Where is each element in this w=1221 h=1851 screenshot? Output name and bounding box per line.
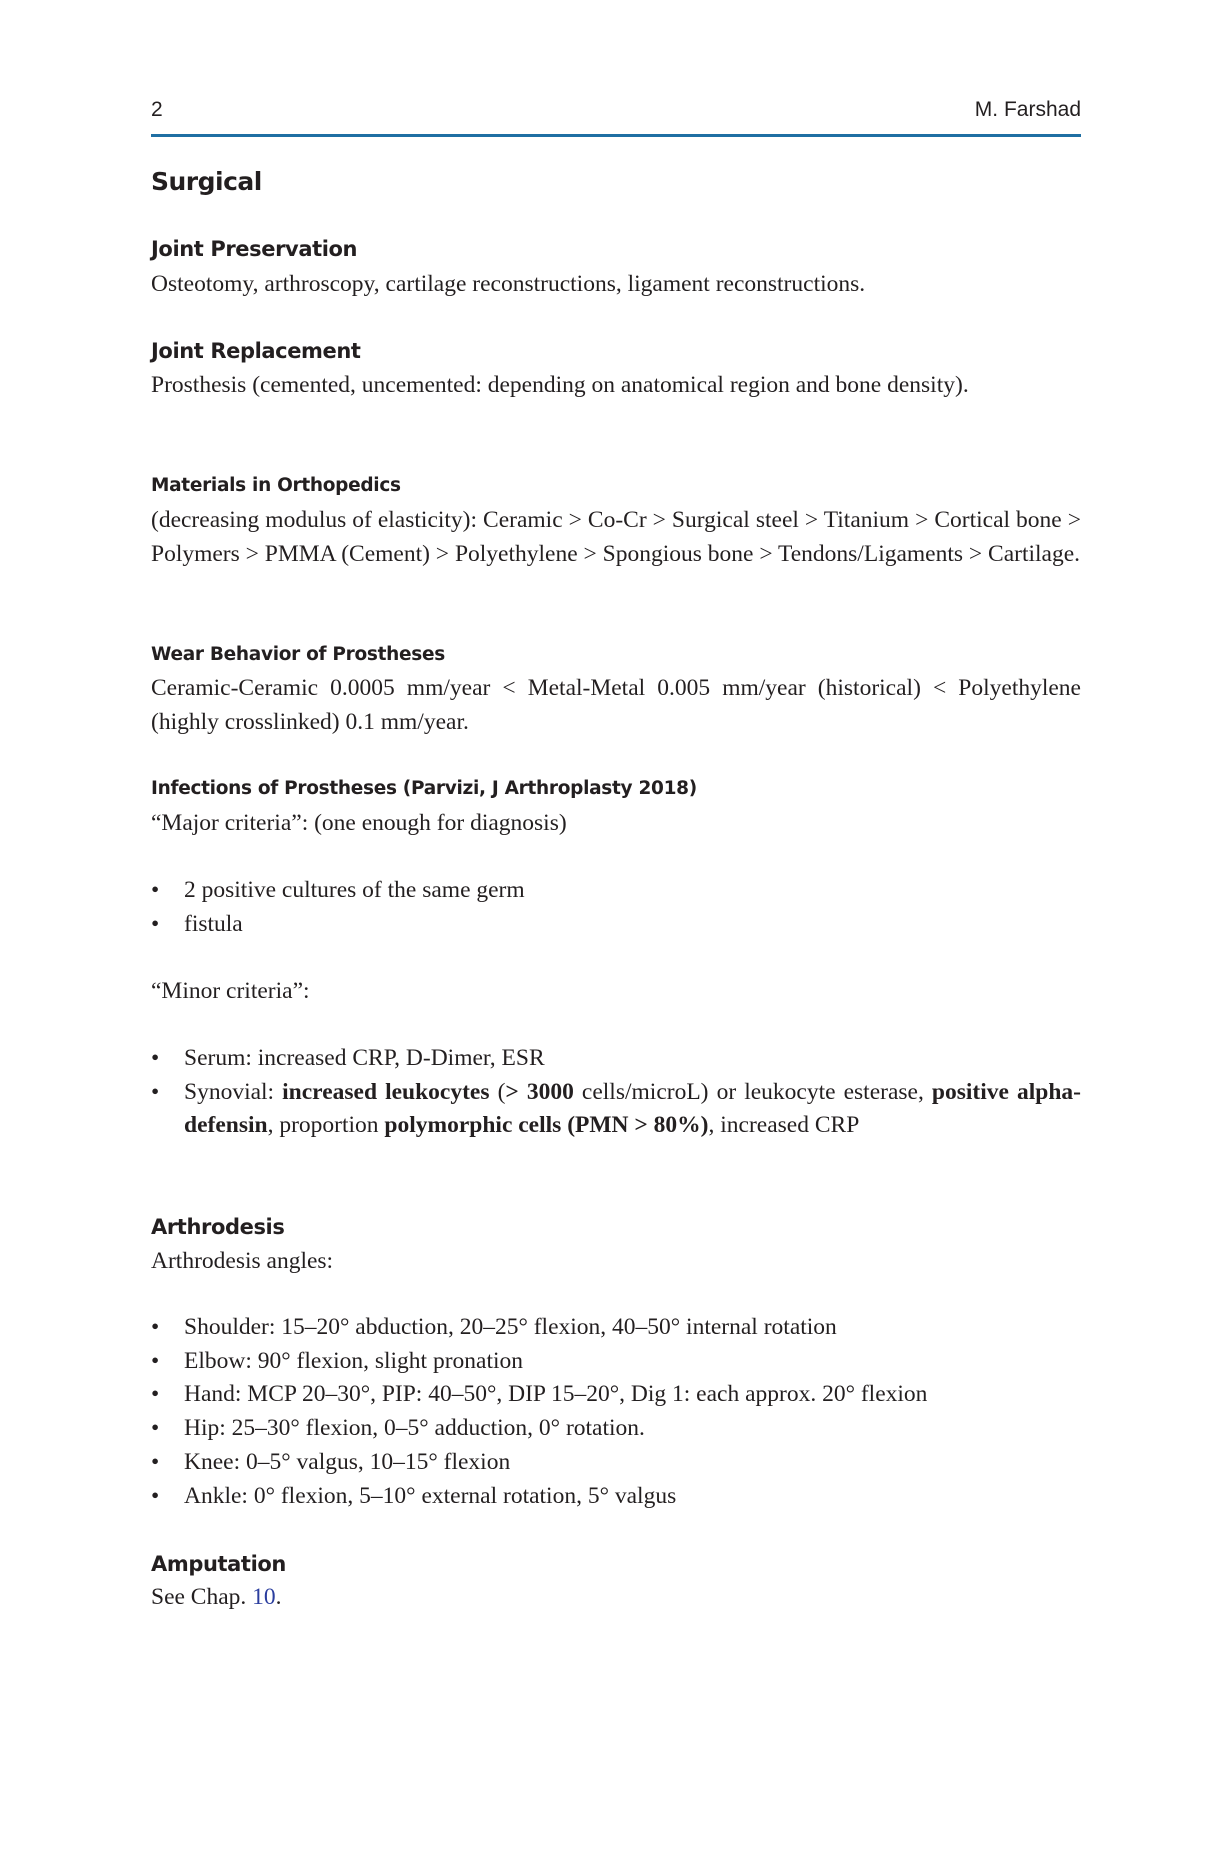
major-criteria-list [151, 874, 1081, 941]
joint-preservation-heading: Joint Preservation [151, 237, 358, 261]
list-item [151, 1412, 1081, 1446]
list-item [151, 908, 1081, 942]
list-item [151, 1480, 1081, 1514]
minor-criteria-list [151, 1042, 1081, 1143]
item-text: Hand: MCP 20–30°, PIP: 40–50°, DIP 15–20°, Dig 1: each approx. 20° flexion [184, 1381, 928, 1408]
joint-replacement-heading: Joint Replacement [151, 339, 361, 363]
list-item [151, 1446, 1081, 1480]
item-text: fistula [184, 910, 243, 937]
minor-criteria-label: “Minor criteria”: [151, 978, 310, 1004]
wear-heading: Wear Behavior of Prostheses [151, 644, 445, 665]
bold-text: > 3000 [505, 1078, 574, 1105]
list-item [151, 1378, 1081, 1412]
synovial-text: ( [489, 1078, 506, 1105]
synovial-text: Synovial: [184, 1078, 283, 1105]
synovial-text: , proportion [267, 1112, 385, 1139]
bullet: • [151, 1314, 160, 1340]
list-item [151, 1076, 1081, 1143]
bold-text: polymorphic cells (PMN > 80%) [384, 1112, 709, 1139]
list-item [151, 1345, 1081, 1379]
bullet: • [151, 877, 160, 903]
synovial-text: cells/microL) or leukocyte esterase, [573, 1078, 932, 1105]
infections-heading: Infections of Prostheses (Parvizi, J Arthroplasty 2018) [151, 778, 697, 799]
bullet: • [151, 1045, 160, 1071]
bold-text: positive alpha-defensin [184, 1078, 1081, 1139]
arthrodesis-list [151, 1311, 1081, 1513]
bold-text: increased leukocytes [282, 1078, 490, 1105]
running-header-author: M. Farshad [974, 98, 1081, 121]
item-text: Serum: increased CRP, D-Dimer, ESR [184, 1045, 545, 1071]
item-text: 2 positive cultures of the same germ [184, 877, 525, 903]
list-item [151, 1311, 1081, 1345]
synovial-text: , increased CRP [708, 1112, 860, 1139]
amputation-suffix: . [275, 1584, 282, 1610]
bullet: • [151, 1482, 160, 1509]
amputation-prefix: See Chap. [151, 1584, 253, 1610]
materials-text: (decreasing modulus of elasticity): Ceramic > Co-Cr > Surgical steel > Titanium > Cortical bone > Polymers > PMMA (Cement) > Polyethylene > Spongious bone > Tendons/Ligaments > Cartilage. [151, 507, 1081, 567]
item-text: Shoulder: 15–20° abduction, 20–25° flexion, 40–50° internal rotation [184, 1314, 837, 1340]
major-criteria-label: “Major criteria”: (one enough for diagnosis) [151, 810, 567, 836]
item-text: Elbow: 90° flexion, slight pronation [184, 1347, 524, 1374]
list-item [151, 874, 1081, 908]
amputation-text [151, 1581, 1081, 1615]
bullet: • [151, 1381, 160, 1408]
item-text: Hip: 25–30° flexion, 0–5° adduction, 0° rotation. [184, 1415, 645, 1442]
chapter-link[interactable]: 10 [252, 1584, 276, 1610]
arthrodesis-heading: Arthrodesis [151, 1215, 285, 1239]
bullet: • [151, 1078, 160, 1105]
item-text: Knee: 0–5° valgus, 10–15° flexion [184, 1448, 511, 1475]
bullet: • [151, 1448, 160, 1475]
joint-replacement-text: Prosthesis (cemented, uncemented: depending on anatomical region and bone density). [151, 372, 969, 398]
wear-text: Ceramic-Ceramic 0.0005 mm/year < Metal-Metal 0.005 mm/year (historical) < Polyethylene (highly crosslinked) 0.1 mm/year. [151, 675, 1081, 735]
header-rule [151, 134, 1081, 137]
bullet: • [151, 1347, 160, 1374]
joint-preservation-text: Osteotomy, arthroscopy, cartilage reconstructions, ligament reconstructions. [151, 271, 866, 297]
bullet: • [151, 910, 160, 937]
item-text: Ankle: 0° flexion, 5–10° external rotation, 5° valgus [184, 1482, 677, 1509]
bullet: • [151, 1415, 160, 1442]
list-item [151, 1042, 1081, 1076]
arthrodesis-intro: Arthrodesis angles: [151, 1248, 334, 1274]
page-number: 2 [151, 98, 163, 121]
materials-heading: Materials in Orthopedics [151, 475, 401, 496]
section-title: Surgical [151, 167, 262, 196]
amputation-heading: Amputation [151, 1552, 286, 1576]
